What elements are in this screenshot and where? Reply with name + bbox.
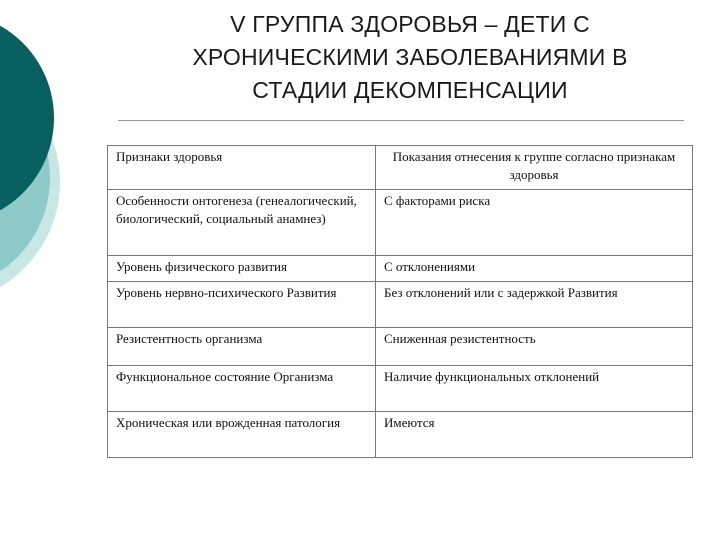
table-cell: Наличие функциональных отклонений (376, 366, 693, 412)
table-cell: Хроническая или врожденная патология (108, 412, 376, 458)
table-row (108, 328, 693, 366)
table-cell: С отклонениями (376, 256, 693, 282)
table-cell: Функциональное состояние Организма (108, 366, 376, 412)
health-group-table (107, 145, 693, 458)
title-line: СТАДИИ ДЕКОМПЕНСАЦИИ (252, 77, 568, 103)
table-header-row (108, 146, 693, 190)
table-cell: Имеются (376, 412, 693, 458)
table-cell: Уровень физического развития (108, 256, 376, 282)
table-row (108, 190, 693, 256)
title-divider (118, 120, 684, 121)
table-cell: С факторами риска (376, 190, 693, 256)
title-line: ХРОНИЧЕСКИМИ ЗАБОЛЕВАНИЯМИ В (192, 44, 628, 70)
title-line: V ГРУППА ЗДОРОВЬЯ – ДЕТИ С (230, 11, 590, 37)
table-cell: Особенности онтогенеза (генеалогический, биологический, социальный анамнез) (108, 190, 376, 256)
table-cell: Резистентность организма (108, 328, 376, 366)
table-cell: Уровень нервно-психического Развития (108, 282, 376, 328)
header-cell-indications: Показания отнесения к группе согласно признакам здоровья (376, 146, 693, 190)
decorative-circles-graphic (0, 0, 120, 300)
table-row (108, 412, 693, 458)
slide-title (110, 8, 710, 107)
decorative-circles (0, 0, 120, 300)
table-row (108, 282, 693, 328)
header-cell-health-signs: Признаки здоровья (108, 146, 376, 190)
table-cell: Без отклонений или с задержкой Развития (376, 282, 693, 328)
table-row (108, 366, 693, 412)
table-cell: Сниженная резистентность (376, 328, 693, 366)
table-row (108, 256, 693, 282)
